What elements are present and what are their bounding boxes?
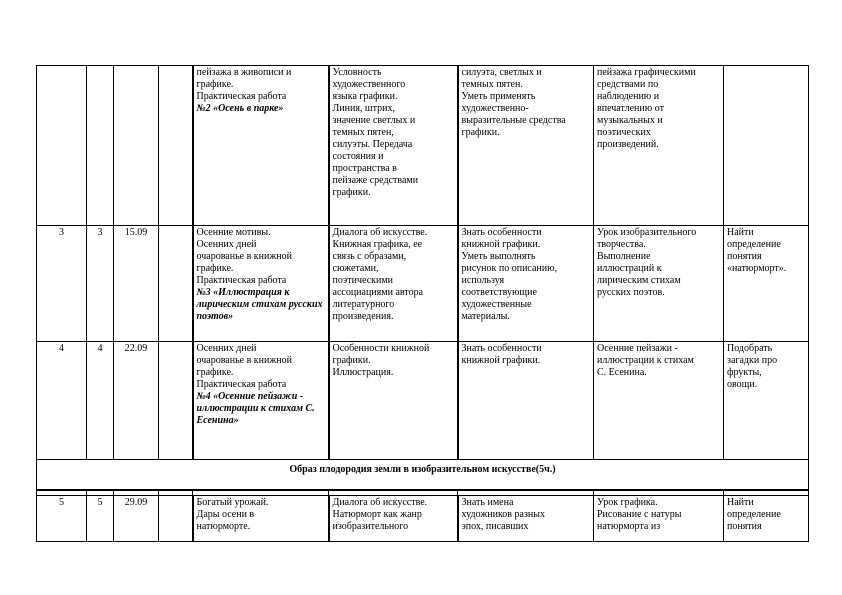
skills-line: художественно- [461, 103, 529, 114]
lesson-type-line: иллюстрации к стихам [597, 355, 694, 366]
lesson-number-cell: 4 [37, 342, 87, 460]
skills-cell [458, 226, 594, 342]
content-cell [329, 66, 458, 226]
date-cell: 15.09 [114, 226, 159, 342]
homework-line: овощи. [727, 379, 758, 390]
lesson-type-line: наблюдению и [597, 91, 660, 102]
skills-line: эпох, писавших [461, 521, 529, 532]
skills-line: Знать имена [461, 497, 514, 508]
lesson-in-topic-cell: 5 [87, 496, 114, 542]
skills-line: Уметь применять [461, 91, 536, 102]
content-line: значение светлых и [332, 115, 416, 126]
content-line: темных пятен, [332, 127, 394, 138]
lesson-number-cell: 3 [37, 226, 87, 342]
content-line: Линия, штрих, [332, 103, 395, 114]
lesson-type-line: творчества. [597, 239, 646, 250]
content-line: Диалога об искусстве. [332, 497, 428, 508]
skills-line: выразительные средства [461, 115, 566, 126]
lesson-number-cell: 5 [37, 496, 87, 542]
table-row [37, 226, 809, 342]
lesson-in-topic-cell: 3 [87, 226, 114, 342]
lesson-type-line: иллюстраций к [597, 263, 662, 274]
topic-line: графике. [196, 263, 234, 274]
topic-line: графике. [196, 79, 234, 90]
content-cell [329, 226, 458, 342]
section-header-row [37, 460, 809, 490]
skills-line: материалы. [461, 311, 510, 322]
skills-line: графики. [461, 127, 500, 138]
topic-line: натюрморте. [196, 521, 251, 532]
skills-line: соответствующие [461, 287, 537, 298]
lesson-type-line: пейзажа графическими [597, 67, 696, 78]
skills-line: художественные [461, 299, 532, 310]
content-line: поэтическими [332, 275, 394, 286]
lesson-type-line: русских поэтов. [597, 287, 665, 298]
homework-line: Найти [727, 497, 754, 508]
topic-cell [193, 66, 329, 226]
homework-cell [724, 496, 809, 542]
fact-date-cell [159, 66, 193, 226]
skills-line: Знать особенности [461, 343, 542, 354]
content-cell [329, 496, 458, 542]
topic-cell [193, 226, 329, 342]
skills-line: темных пятен. [461, 79, 523, 90]
topic-line: Осенних дней [196, 239, 257, 250]
topic-cell [193, 496, 329, 542]
topic-line: пейзажа в живописи и [196, 67, 292, 78]
homework-line: загадки про [727, 355, 778, 366]
homework-cell [724, 66, 809, 226]
lesson-type-line: Выполнение [597, 251, 651, 262]
skills-line: используя [461, 275, 505, 286]
topic-line: очарованье в книжной [196, 355, 292, 366]
skills-cell [458, 496, 594, 542]
lesson-number-cell [37, 66, 87, 226]
date-cell [114, 66, 159, 226]
lesson-type-cell [594, 496, 724, 542]
lesson-in-topic-cell [87, 66, 114, 226]
lesson-type-line: лирическим стихам [597, 275, 681, 286]
skills-line: художников разных [461, 509, 545, 520]
date-cell: 29.09 [114, 496, 159, 542]
topic-line: Практическая работа [196, 379, 287, 390]
lesson-type-line: натюрморта из [597, 521, 661, 532]
content-line: Иллюстрация. [332, 367, 394, 378]
lesson-type-line: Урок изобразительного [597, 227, 697, 238]
homework-line: понятия [727, 521, 762, 532]
fact-date-cell [159, 496, 193, 542]
lesson-type-cell [594, 342, 724, 460]
content-line: ассоциациями автора [332, 287, 424, 298]
homework-line: определение [727, 239, 781, 250]
homework-line: определение [727, 509, 781, 520]
topic-line: Осенних дней [196, 343, 257, 354]
fact-date-cell [159, 226, 193, 342]
content-line: связь с образами, [332, 251, 407, 262]
content-line: Диалога об искусстве. [332, 227, 428, 238]
content-line: графики. [332, 355, 371, 366]
content-line: Условность [332, 67, 382, 78]
lesson-type-line: Рисование с натуры [597, 509, 682, 520]
lesson-type-line: Осенние пейзажи - [597, 343, 678, 354]
homework-line: фрукты, [727, 367, 762, 378]
content-line: силуэты. Передача [332, 139, 413, 150]
table-row [37, 342, 809, 460]
topic-line: очарованье в книжной [196, 251, 292, 262]
content-line: Особенности книжной [332, 343, 430, 354]
content-line: Натюрморт как жанр [332, 509, 422, 520]
content-line: литературного [332, 299, 395, 310]
topic-line: Осенние мотивы. [196, 227, 271, 238]
content-line: Книжная графика, ее [332, 239, 423, 250]
skills-line: силуэта, светлых и [461, 67, 542, 78]
lesson-type-line: музыкальных и [597, 115, 663, 126]
content-line: сюжетами, [332, 263, 379, 274]
content-line: состояния и [332, 151, 384, 162]
practical-work-title: №3 «Иллюстрация к лирическим стихам русских поэтов» [196, 287, 323, 322]
homework-line: Найти [727, 227, 754, 238]
homework-cell [724, 226, 809, 342]
lesson-type-line: средствами по [597, 79, 659, 90]
lesson-type-cell [594, 66, 724, 226]
content-line: пейзаже средствами [332, 175, 419, 186]
skills-cell [458, 342, 594, 460]
topic-line: Практическая работа [196, 91, 287, 102]
skills-line: книжной графики. [461, 239, 541, 250]
topic-cell [193, 342, 329, 460]
topic-line: Богатый урожай. [196, 497, 269, 508]
lesson-type-line: произведений. [597, 139, 659, 150]
content-line: произведения. [332, 311, 394, 322]
skills-line: книжной графики. [461, 355, 541, 366]
lesson-plan-table [36, 65, 809, 542]
content-line: художественного [332, 79, 406, 90]
skills-line: Уметь выполнять [461, 251, 536, 262]
content-line: изобразительного [332, 521, 409, 532]
lesson-type-line: С. Есенина. [597, 367, 647, 378]
lesson-type-cell [594, 226, 724, 342]
topic-line: Дары осени в [196, 509, 255, 520]
skills-cell [458, 66, 594, 226]
lesson-type-line: поэтических [597, 127, 651, 138]
lesson-type-line: Урок графика. [597, 497, 658, 508]
homework-line: понятия [727, 251, 762, 262]
content-line: графики. [332, 187, 371, 198]
homework-line: «натюрморт». [727, 263, 787, 274]
content-line: пространства в [332, 163, 397, 174]
section-title: Образ плодородия земли в изобразительном искусстве(5ч.) [37, 460, 809, 490]
topic-line: графике. [196, 367, 234, 378]
lesson-in-topic-cell: 4 [87, 342, 114, 460]
skills-line: рисунок по описанию, [461, 263, 558, 274]
homework-cell [724, 342, 809, 460]
content-line: языка графики. [332, 91, 398, 102]
table-row [37, 496, 809, 542]
practical-work-title: №2 «Осень в парке» [196, 103, 284, 114]
topic-line: Практическая работа [196, 275, 287, 286]
table-row [37, 66, 809, 226]
fact-date-cell [159, 342, 193, 460]
homework-line: Подобрать [727, 343, 773, 354]
date-cell: 22.09 [114, 342, 159, 460]
practical-work-title: №4 «Осенние пейзажи - иллюстрации к стихам С. Есенина» [196, 391, 315, 426]
skills-line: Знать особенности [461, 227, 542, 238]
lesson-type-line: впечатлению от [597, 103, 664, 114]
content-cell [329, 342, 458, 460]
